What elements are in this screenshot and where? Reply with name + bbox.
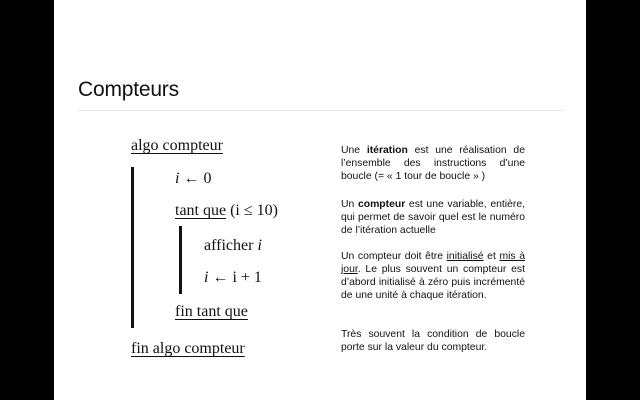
p3-mis-a-jour: mis à jour (341, 251, 525, 275)
p3-after: . Le plus souvent un compteur est d’abord initialisé à zéro puis incrémenté de une unité à chaque itération. (341, 264, 525, 301)
algo-header: algo compteur (131, 137, 223, 154)
while-condition: (i ≤ 10) (230, 202, 278, 219)
init-var: i (175, 170, 180, 187)
paragraph-iteration (341, 144, 525, 183)
paragraph-compteur (341, 198, 525, 237)
p1-before: Une (341, 145, 367, 156)
print-line (204, 237, 262, 255)
while-line (175, 202, 278, 220)
init-arrow: ← (183, 170, 200, 187)
print-var: i (257, 237, 262, 254)
algo-inner-bar (179, 226, 182, 294)
incr-expr: i + 1 (232, 269, 262, 286)
p1-after: est une réalisation de l’ensemble des instructions d’une boucle (= « 1 tour de boucle » ) (341, 145, 525, 182)
p4-text: Très souvent la condition de boucle porte sur la valeur du compteur. (341, 329, 525, 353)
end-while: fin tant que (175, 303, 248, 320)
p2-before: Un (341, 199, 358, 210)
incr-arrow: ← (212, 269, 229, 286)
increment-line (204, 269, 262, 287)
init-value: 0 (203, 170, 212, 187)
incr-var: i (204, 269, 209, 286)
algo-outer-bar (131, 167, 134, 328)
algo-footer: fin algo compteur (131, 340, 245, 357)
p2-term: compteur (357, 199, 406, 210)
paragraph-initialisation (341, 250, 525, 302)
while-keyword: tant que (175, 202, 227, 219)
print-keyword: afficher (204, 237, 254, 254)
title-divider (78, 110, 564, 111)
p3-initialise: initialisé (446, 251, 484, 262)
paragraph-condition (341, 328, 525, 354)
slide-title: Compteurs (78, 78, 179, 101)
slide (54, 0, 586, 400)
p3-middle: et (483, 251, 500, 262)
p1-term: itération (366, 145, 408, 156)
init-line (175, 170, 211, 188)
p3-before: Un compteur doit être (341, 251, 447, 262)
p2-after: est une variable, entière, qui permet de savoir quel est le numéro de l’itération actuelle (341, 199, 525, 236)
